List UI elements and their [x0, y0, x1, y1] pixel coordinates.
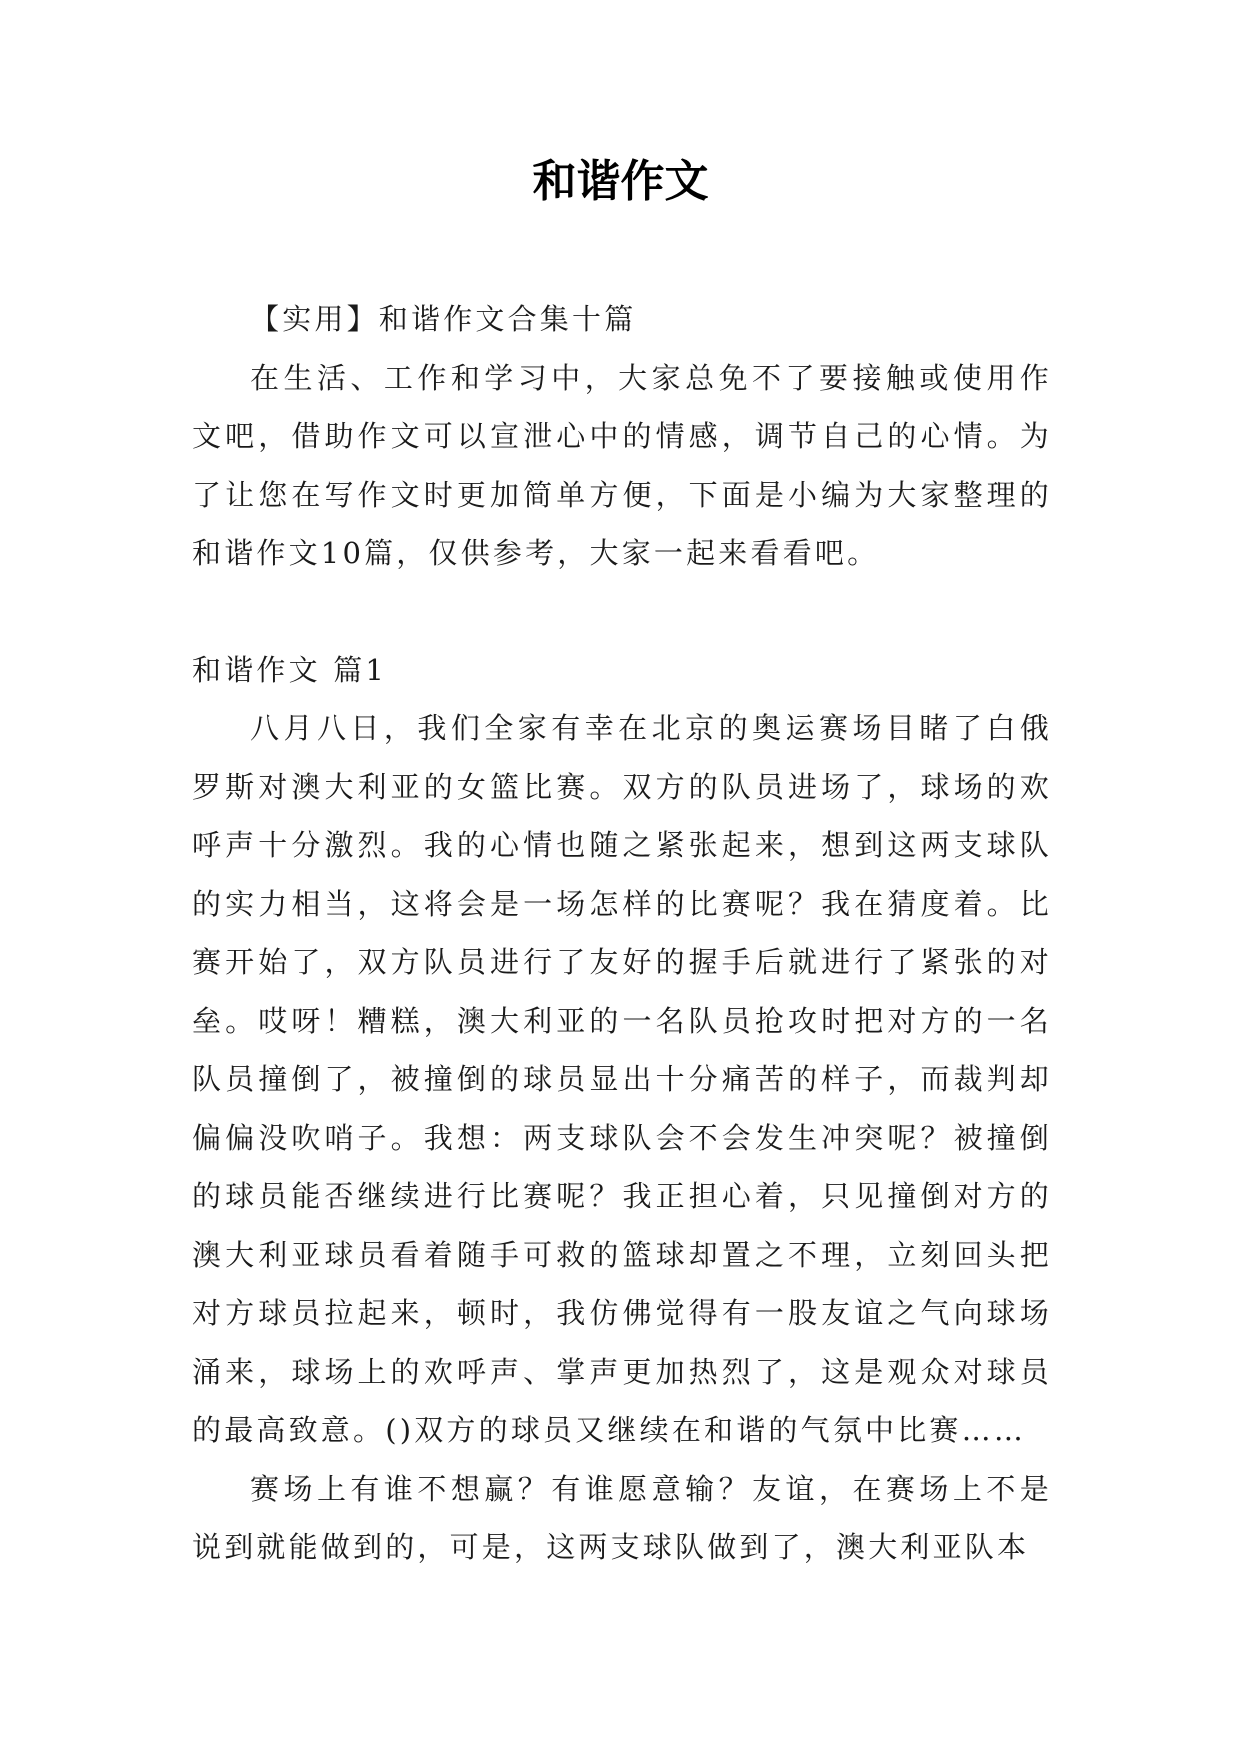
- document-title: 和谐作文: [532, 156, 709, 207]
- section-spacer: [192, 583, 1052, 641]
- intro-paragraph: 在生活、工作和学习中，大家总免不了要接触或使用作文吧，借助作文可以宣泄心中的情感，调节自己的心情。为了让您在写作文时更加简单方便，下面是小编为大家整理的和谐作文10篇，仅供参考，大家一起来看看吧。: [192, 360, 1052, 570]
- document-body: [192, 290, 1052, 1577]
- document-subtitle: 【实用】和谐作文合集十篇: [250, 302, 637, 336]
- body-paragraph: 八月八日，我们全家有幸在北京的奥运赛场目睹了白俄罗斯对澳大利亚的女篮比赛。双方的队员进场了，球场的欢呼声十分激烈。我的心情也随之紧张起来，想到这两支球队的实力相当，这将会是一场怎样的比赛呢？我在猜度着。比赛开始了，双方队员进行了友好的握手后就进行了紧张的对垒。哎呀！糟糕，澳大利亚的一名队员抢攻时把对方的一名队员撞倒了，被撞倒的球员显出十分痛苦的样子，而裁判却偏偏没吹哨子。我想：两支球队会不会发生冲突呢？被撞倒的球员能否继续进行比赛呢？我正担心着，只见撞倒对方的澳大利亚球员看着随手可救的篮球却置之不理，立刻回头把对方球员拉起来，顿时，我仿佛觉得有一股友谊之气向球场涌来，球场上的欢呼声、掌声更加热烈了，这是观众对球员的最高致意。()双方的球员又继续在和谐的气氛中比赛……: [192, 711, 1052, 1447]
- section-heading: 和谐作文 篇1: [192, 652, 388, 687]
- body-paragraph: 赛场上有谁不想赢？有谁愿意输？友谊，在赛场上不是说到就能做到的，可是，这两支球队做到了，澳大利亚队本: [192, 1471, 1052, 1564]
